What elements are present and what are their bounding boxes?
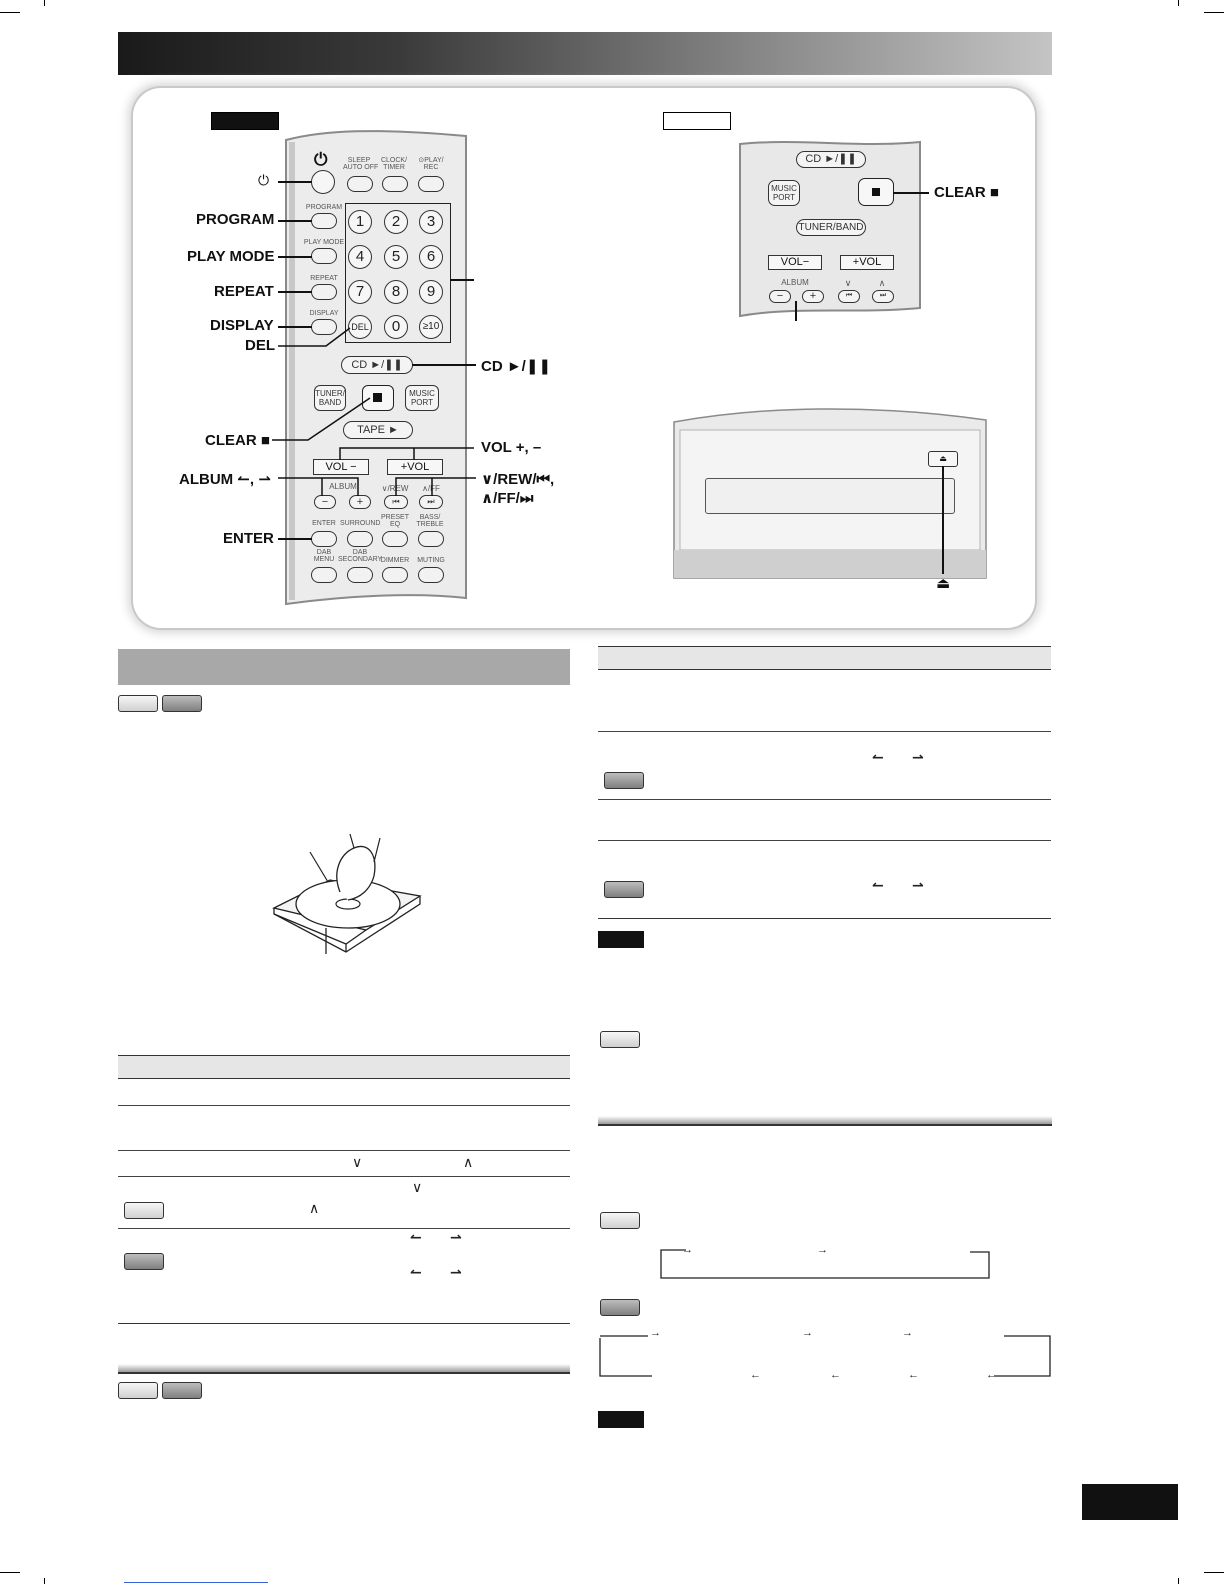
- flow-arrow: →: [802, 1327, 813, 1339]
- table-rule: [598, 918, 1051, 919]
- unit-cd-button[interactable]: CD ►/❚❚: [796, 151, 866, 168]
- num-7-button[interactable]: 7: [348, 280, 372, 304]
- note-label-bar: [598, 1411, 644, 1428]
- leader-line: [278, 220, 312, 222]
- eject-leader: [942, 466, 944, 574]
- repeat-callout: REPEAT: [214, 283, 274, 300]
- display-btn-label: DISPLAY: [309, 310, 339, 317]
- dimmer-button[interactable]: [382, 567, 408, 583]
- note-label-bar: [598, 931, 644, 948]
- album-left-symbol: ↼: [872, 877, 884, 893]
- repeat-button[interactable]: [311, 284, 337, 300]
- num-6-button[interactable]: 6: [419, 245, 443, 269]
- play-rec-button[interactable]: [418, 176, 444, 192]
- play-rec-label: ⊙PLAY/ REC: [418, 157, 444, 171]
- ff-btn-label: ∧/FF: [422, 484, 440, 493]
- format-badge-dark: [604, 881, 644, 898]
- num-3-button[interactable]: 3: [419, 210, 443, 234]
- main-unit-tag: [663, 112, 731, 130]
- unit-ff-button[interactable]: ⏭: [872, 290, 894, 303]
- flow-arrow: ←: [986, 1369, 997, 1381]
- leader-line: [278, 181, 312, 183]
- format-badge-light: [600, 1212, 640, 1229]
- cd-play-pause-button[interactable]: CD ►/❚❚: [341, 356, 413, 374]
- format-badge-light: [600, 1031, 640, 1048]
- dab-secondary-button[interactable]: [347, 567, 373, 583]
- down-symbol: ∨: [412, 1179, 423, 1195]
- up-symbol: ∧: [309, 1200, 320, 1216]
- album-right-symbol: ⇀: [912, 749, 924, 765]
- table-rule: [598, 799, 1051, 800]
- format-badge-dark: [604, 772, 644, 789]
- bass-treble-button[interactable]: [418, 531, 444, 547]
- num-0-button[interactable]: 0: [384, 315, 408, 339]
- enter-callout: ENTER: [223, 530, 274, 547]
- table-rule: [118, 1323, 570, 1324]
- del-button[interactable]: DEL: [348, 315, 372, 339]
- album-left-symbol: ↼: [872, 749, 884, 765]
- format-badge-dark: [600, 1299, 640, 1316]
- table-header-row: [118, 1056, 570, 1078]
- play-mode-btn-label: PLAY MODE: [303, 239, 345, 246]
- muting-button[interactable]: [418, 567, 444, 583]
- vol-up-button[interactable]: +VOL: [387, 459, 443, 475]
- dab-secondary-btn-label: DAB SECONDARY: [338, 549, 383, 563]
- down-symbol: ∨: [352, 1154, 363, 1170]
- unit-album-leader: [795, 301, 797, 321]
- clear-callout: CLEAR ■: [205, 432, 270, 449]
- album-right-symbol: ⇀: [912, 877, 924, 893]
- album-leader: [276, 474, 366, 500]
- left-subsection-rule: [118, 1364, 570, 1374]
- ff-skip-button[interactable]: ⏭: [419, 495, 443, 509]
- num-5-button[interactable]: 5: [384, 245, 408, 269]
- up-symbol: ∧: [463, 1154, 474, 1170]
- crop-mark: [0, 12, 20, 13]
- clock-timer-button[interactable]: [382, 176, 408, 192]
- del-leader: [276, 326, 352, 348]
- album-btn-label: ALBUM: [329, 482, 357, 491]
- music-port-button[interactable]: MUSIC PORT: [405, 385, 439, 411]
- crop-mark: [1204, 1572, 1224, 1573]
- unit-vol-down-button[interactable]: VOL−: [768, 255, 822, 270]
- preset-eq-btn-label: PRESET EQ: [380, 514, 409, 528]
- clock-timer-label: CLOCK/ TIMER: [380, 157, 408, 171]
- leader-line: [278, 538, 312, 540]
- flow-arrow: →: [682, 1244, 693, 1256]
- unit-album-plus-button[interactable]: +: [802, 290, 824, 303]
- program-button[interactable]: [311, 213, 337, 229]
- stop-icon: [373, 393, 382, 402]
- enter-btn-label: ENTER: [312, 520, 336, 527]
- dimmer-btn-label: DIMMER: [380, 557, 410, 564]
- page-header-banner: [118, 32, 1052, 75]
- cd-tray-slot: [705, 478, 955, 514]
- crop-mark: [1178, 1578, 1179, 1584]
- display-callout: DISPLAY: [210, 317, 274, 334]
- eject-icon: ⏏: [936, 575, 951, 592]
- crop-mark: [1204, 12, 1224, 13]
- disc-insert-illustration: [270, 832, 430, 956]
- preset-eq-button[interactable]: [382, 531, 408, 547]
- dab-menu-btn-label: DAB MENU: [313, 549, 335, 563]
- unit-stop-icon: [872, 188, 880, 196]
- cd-leader: [412, 364, 476, 366]
- album-right-symbol: ⇀: [450, 1229, 462, 1245]
- table-rule: [598, 669, 1051, 670]
- format-badge-dark: [162, 695, 202, 712]
- table-rule: [118, 1078, 570, 1079]
- repeat-btn-label: REPEAT: [310, 275, 338, 282]
- remote-tag: [211, 112, 279, 130]
- play-mode-callout: PLAY MODE: [187, 248, 275, 265]
- unit-tuner-band-button[interactable]: TUNER/BAND: [796, 219, 866, 236]
- vol-callout: VOL +, –: [481, 439, 542, 456]
- unit-down-mark: ∨: [844, 278, 852, 288]
- rew-callout: ∨/REW/⏮,: [481, 471, 555, 488]
- bass-treble-btn-label: BASS/ TREBLE: [416, 514, 444, 528]
- crop-mark: [0, 1572, 20, 1573]
- power-icon: ⏻: [314, 150, 328, 169]
- table-rule: [118, 1176, 570, 1177]
- table-rule: [118, 1105, 570, 1106]
- dab-menu-button[interactable]: [311, 567, 337, 583]
- format-badge-light: [118, 1382, 158, 1399]
- album-left-symbol: ↼: [410, 1229, 422, 1245]
- right-subsection-rule: [598, 1116, 1052, 1126]
- del-callout: DEL: [245, 337, 275, 354]
- num-1-button[interactable]: 1: [348, 210, 372, 234]
- vol-down-button[interactable]: VOL −: [313, 459, 369, 475]
- album-minus-button[interactable]: −: [314, 495, 336, 509]
- footer-link-line: [124, 1582, 268, 1583]
- table-rule: [118, 1228, 570, 1229]
- unit-vol-up-button[interactable]: +VOL: [840, 255, 894, 270]
- flow-arrow: ←: [908, 1369, 919, 1381]
- num-10-button[interactable]: ≥10: [419, 315, 443, 339]
- vol-leader: [338, 446, 478, 462]
- album-right-symbol: ⇀: [450, 1264, 462, 1280]
- enter-button[interactable]: [311, 531, 337, 547]
- unit-rew-button[interactable]: ⏮: [838, 290, 860, 303]
- page-number-box: [1082, 1484, 1178, 1520]
- format-badge-dark: [162, 1382, 202, 1399]
- format-badge-dark: [124, 1253, 164, 1270]
- num-4-button[interactable]: 4: [348, 245, 372, 269]
- flow-arrow: ←: [830, 1369, 841, 1381]
- keypad-leader: [450, 279, 474, 281]
- sleep-button[interactable]: [347, 176, 373, 192]
- album-callout: ALBUM ↼, ⇀: [179, 471, 271, 488]
- num-8-button[interactable]: 8: [384, 280, 408, 304]
- left-section-header: [118, 649, 570, 685]
- unit-music-port-button[interactable]: MUSIC PORT: [768, 180, 800, 206]
- skip-leader: [392, 476, 478, 500]
- format-badge-light: [124, 1202, 164, 1219]
- clear-leader: [268, 396, 372, 444]
- album-plus-button[interactable]: +: [349, 495, 371, 509]
- crop-mark: [1178, 0, 1179, 6]
- play-mode-flow-2: [598, 1330, 1052, 1380]
- clear-unit-leader: [893, 192, 929, 194]
- table-rule: [598, 731, 1051, 732]
- surround-button[interactable]: [347, 531, 373, 547]
- rew-btn-label: ∨/REW: [381, 484, 409, 493]
- tuner-band-button[interactable]: TUNER/ BAND: [314, 385, 346, 411]
- format-badge-light: [118, 695, 158, 712]
- tape-play-button[interactable]: TAPE ►: [343, 421, 413, 439]
- crop-mark: [44, 1578, 45, 1584]
- unit-stop-button[interactable]: [858, 178, 894, 206]
- eject-button[interactable]: ⏏: [928, 451, 958, 467]
- unit-album-label: ALBUM: [781, 278, 809, 287]
- play-mode-button[interactable]: [311, 248, 337, 264]
- table-rule: [598, 840, 1051, 841]
- num-2-button[interactable]: 2: [384, 210, 408, 234]
- flow-arrow: →: [650, 1327, 661, 1339]
- album-left-symbol: ↼: [410, 1264, 422, 1280]
- num-9-button[interactable]: 9: [419, 280, 443, 304]
- sleep-label: SLEEP AUTO OFF: [343, 157, 379, 171]
- unit-album-minus-button[interactable]: −: [769, 290, 791, 303]
- program-callout: PROGRAM: [196, 211, 275, 228]
- flow-arrow: →: [902, 1327, 913, 1339]
- flow-arrow: →: [817, 1244, 828, 1256]
- right-table-header: [598, 647, 1051, 669]
- leader-line: [278, 291, 312, 293]
- rew-skip-button[interactable]: ⏮: [384, 495, 408, 509]
- muting-btn-label: MUTING: [417, 557, 445, 564]
- ff-callout: ∧/FF/⏭: [481, 490, 534, 507]
- program-btn-label: PROGRAM: [305, 204, 343, 211]
- power-callout: ⏻: [258, 172, 270, 188]
- table-rule: [118, 1150, 570, 1151]
- unit-up-mark: ∧: [878, 278, 886, 288]
- surround-btn-label: SURROUND: [340, 520, 381, 527]
- flow-arrow: ←: [750, 1369, 761, 1381]
- crop-mark: [44, 0, 45, 6]
- cd-play-callout: CD ►/❚❚: [481, 358, 551, 375]
- leader-line: [278, 256, 312, 258]
- power-button[interactable]: [311, 170, 335, 194]
- unit-clear-callout: CLEAR ■: [934, 184, 999, 201]
